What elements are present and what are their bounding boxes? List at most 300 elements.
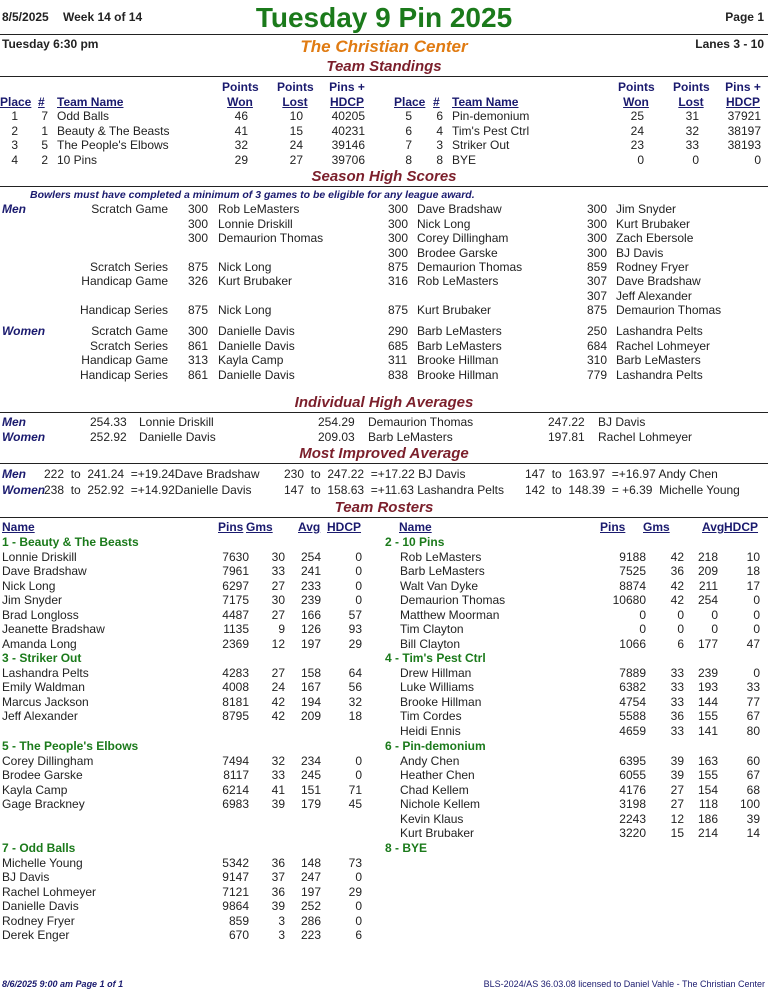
standing-points-lost: 15 — [289, 123, 303, 138]
high-score-bowler: Dave Bradshaw — [417, 202, 502, 216]
roster-player-name: Tim Cordes — [400, 709, 462, 723]
high-score-bowler: Danielle Davis — [218, 338, 295, 353]
roster-player-pins: 8117 — [223, 768, 249, 782]
high-score-bowler: Danielle Davis — [218, 324, 295, 338]
high-score-bowler: Barb LeMasters — [417, 324, 502, 338]
roster-player-pins: 4487 — [222, 607, 249, 622]
roster-player-games: 30 — [271, 549, 285, 564]
roster-player-games: 39 — [271, 797, 285, 811]
roster-player-handicap: 0 — [753, 622, 760, 636]
roster-player-handicap: 29 — [348, 636, 362, 651]
standing-points-lost: 33 — [685, 138, 699, 152]
roster-player-pins: 7494 — [222, 753, 249, 768]
col-team-name: Team Name — [57, 95, 124, 109]
col-points-lost-line1: Points — [277, 80, 314, 94]
roster-player-pins: 8181 — [222, 694, 249, 709]
high-score-value: 684 — [587, 338, 608, 353]
high-score-value: 300 — [388, 216, 409, 231]
standing-place: 4 — [11, 152, 18, 167]
roster-player-games: 3 — [278, 913, 285, 928]
standing-pins-hdcp: 0 — [754, 152, 761, 167]
roster-player-games: 30 — [271, 593, 285, 607]
high-score-category: Scratch Game — [91, 324, 168, 338]
roster-player-pins: 8874 — [619, 578, 646, 593]
roster-player-row — [0, 870, 768, 885]
roster-player-name: Demaurion Thomas — [400, 593, 506, 607]
high-score-value: 313 — [188, 353, 209, 367]
roster-team-name: 3 - Striker Out — [2, 651, 82, 665]
high-score-bowler: Rodney Fryer — [616, 259, 689, 274]
high-score-bowler: Kurt Brubaker — [616, 216, 691, 231]
roster-player-name: Lonnie Driskill — [2, 549, 77, 564]
col-points-won-line1: Points — [618, 80, 655, 94]
roster-player-pins: 9864 — [222, 899, 249, 913]
high-score-bowler: Demaurion Thomas — [417, 259, 523, 274]
standing-pins-hdcp: 37921 — [727, 109, 761, 123]
improved-divider — [0, 463, 768, 464]
high-score-value: 307 — [587, 288, 608, 303]
roster-player-handicap: 14 — [746, 826, 760, 840]
roster-player-handicap: 32 — [348, 694, 362, 709]
roster-player-pins: 6382 — [619, 680, 646, 694]
roster-player-handicap: 67 — [746, 768, 760, 782]
roster-player-handicap: 45 — [348, 797, 362, 811]
standing-pins-hdcp: 39146 — [331, 138, 365, 152]
roster-player-average: 144 — [697, 694, 718, 709]
standing-team-name: BYE — [452, 152, 477, 167]
lanes-label: Lanes 3 - 10 — [695, 37, 764, 51]
center-name: The Christian Center — [300, 37, 468, 56]
roster-player-average: 194 — [300, 694, 321, 709]
high-score-bowler: Zach Ebersole — [616, 231, 694, 245]
roster-player-pins: 8795 — [222, 709, 249, 723]
high-score-value: 685 — [388, 338, 409, 353]
standing-place: 5 — [405, 109, 412, 123]
roster-player-row — [0, 695, 768, 710]
high-score-bowler: Lonnie Driskill — [218, 216, 293, 231]
high-score-value: 311 — [388, 353, 408, 367]
roster-player-games: 42 — [271, 709, 285, 723]
roster-player-games: 27 — [670, 797, 684, 811]
col-pins-hdcp-line1: Pins + — [725, 80, 761, 94]
high-score-category: Handicap Series — [79, 303, 168, 317]
roster-player-pins: 9188 — [619, 549, 646, 564]
roster-player-name: Derek Enger — [2, 928, 70, 942]
roster-player-row — [0, 637, 768, 652]
roster-player-handicap: 60 — [746, 753, 760, 768]
standing-team-name: The People's Elbows — [57, 138, 169, 152]
roster-player-games: 27 — [271, 607, 285, 622]
roster-player-pins: 4754 — [619, 694, 646, 709]
roster-player-row — [0, 826, 768, 841]
high-score-bowler: Dave Bradshaw — [616, 274, 701, 288]
roster-player-average: 214 — [697, 826, 718, 840]
roster-team-name: 8 - BYE — [385, 841, 428, 855]
roster-player-name: Kayla Camp — [2, 782, 68, 797]
roster-player-average: 223 — [300, 928, 321, 942]
high-score-value: 300 — [188, 216, 209, 231]
roster-player-row — [0, 564, 768, 579]
high-score-value: 300 — [587, 231, 608, 245]
high-average-row — [0, 415, 768, 430]
improved-entry: 230 to 247.22 =+17.22 BJ Davis — [284, 467, 466, 481]
high-score-bowler: Rob LeMasters — [218, 202, 300, 216]
roster-player-pins: 3198 — [619, 797, 646, 811]
roster-col-average: Avg — [298, 520, 321, 534]
standing-place: 3 — [11, 138, 18, 152]
high-average-value: 209.03 — [318, 429, 355, 444]
roster-player-pins: 7525 — [619, 564, 646, 578]
high-score-value: 300 — [388, 245, 409, 260]
roster-player-games: 3 — [278, 928, 285, 942]
roster-player-games: 0 — [677, 622, 684, 636]
high-average-bowler: Danielle Davis — [139, 429, 216, 444]
roster-player-average: 148 — [300, 855, 321, 870]
standing-team-number: 1 — [41, 123, 48, 138]
roster-player-name: Barb LeMasters — [400, 564, 485, 578]
roster-player-name: Rachel Lohmeyer — [2, 884, 97, 899]
improved-group: Men — [2, 467, 26, 481]
col-team-number: # — [38, 95, 45, 109]
roster-player-pins: 6214 — [222, 782, 249, 797]
high-score-value: 859 — [587, 259, 608, 274]
high-score-row — [0, 368, 768, 383]
roster-player-average: 218 — [697, 549, 718, 564]
high-score-bowler: Kurt Brubaker — [417, 303, 492, 317]
roster-player-handicap: 33 — [746, 680, 760, 694]
roster-player-games: 33 — [670, 680, 684, 694]
roster-player-average: 158 — [300, 665, 321, 680]
high-average-bowler: Demaurion Thomas — [368, 415, 474, 429]
improved-entry: 222 to 241.24 =+19.24Dave Bradshaw — [44, 467, 260, 481]
roster-player-handicap: 18 — [746, 564, 760, 578]
roster-player-name: Matthew Moorman — [400, 607, 500, 622]
roster-player-handicap: 10 — [746, 549, 760, 564]
roster-player-name: Jim Snyder — [2, 593, 63, 607]
roster-player-average: 209 — [300, 709, 321, 723]
roster-player-games: 33 — [271, 564, 285, 578]
roster-team-name: 7 - Odd Balls — [2, 841, 76, 855]
high-score-bowler: Nick Long — [218, 303, 272, 317]
rosters-heading: Team Rosters — [334, 499, 434, 516]
high-score-bowler: Rachel Lohmeyer — [616, 338, 711, 353]
roster-col-handicap: HDCP — [327, 520, 362, 534]
rosters-divider — [0, 517, 768, 518]
roster-player-average: 234 — [300, 753, 321, 768]
col-team-name: Team Name — [452, 95, 519, 109]
improved-group: Women — [2, 483, 46, 497]
roster-player-row — [0, 608, 768, 623]
roster-player-name: Lashandra Pelts — [2, 665, 89, 680]
roster-player-games: 42 — [271, 694, 285, 709]
roster-player-name: Brad Longloss — [2, 607, 79, 622]
roster-player-name: Amanda Long — [2, 636, 77, 651]
roster-player-handicap: 0 — [753, 607, 760, 622]
high-score-bowler: Jim Snyder — [616, 202, 677, 216]
high-score-row — [0, 246, 768, 261]
roster-player-games: 24 — [271, 680, 285, 694]
high-score-category: Handicap Game — [81, 353, 168, 367]
high-score-value: 875 — [587, 303, 608, 317]
roster-player-pins: 2369 — [222, 636, 249, 651]
high-score-bowler: Jeff Alexander — [616, 288, 692, 303]
roster-player-handicap: 47 — [746, 636, 760, 651]
high-average-bowler: Lonnie Driskill — [139, 415, 214, 429]
roster-player-games: 27 — [271, 665, 285, 680]
high-score-bowler: Brooke Hillman — [417, 353, 499, 367]
roster-player-average: 118 — [698, 797, 718, 811]
high-average-value: 252.92 — [90, 429, 127, 444]
roster-player-average: 211 — [698, 578, 718, 593]
high-score-value: 300 — [587, 216, 608, 231]
standing-points-won: 41 — [234, 123, 248, 138]
roster-player-name: Andy Chen — [400, 753, 460, 768]
col-points-lost-line1: Points — [673, 80, 710, 94]
roster-player-pins: 5342 — [222, 855, 249, 870]
high-score-value: 300 — [188, 231, 209, 245]
high-score-value: 250 — [587, 324, 608, 338]
roster-player-handicap: 29 — [348, 884, 362, 899]
high-score-row — [0, 303, 768, 318]
high-score-value: 861 — [188, 367, 209, 382]
standing-team-number: 4 — [436, 123, 443, 138]
roster-player-name: Dave Bradshaw — [2, 564, 87, 578]
roster-player-handicap: 17 — [746, 578, 760, 593]
roster-col-name: Name — [399, 520, 432, 534]
high-score-row — [0, 289, 768, 304]
roster-player-row — [0, 928, 768, 943]
high-score-value: 838 — [388, 367, 409, 382]
roster-player-pins: 5588 — [619, 709, 646, 723]
roster-player-name: Marcus Jackson — [2, 694, 89, 709]
roster-player-row — [0, 899, 768, 914]
high-average-value: 254.33 — [90, 415, 127, 429]
roster-player-average: 167 — [300, 680, 321, 694]
roster-player-handicap: 0 — [355, 899, 362, 913]
roster-player-name: Kurt Brubaker — [400, 826, 475, 840]
high-score-bowler: Nick Long — [417, 216, 471, 231]
high-averages-divider — [0, 412, 768, 413]
header-divider — [0, 34, 768, 35]
high-score-row — [0, 324, 768, 339]
roster-player-average: 186 — [697, 811, 718, 826]
roster-player-average: 141 — [697, 723, 718, 738]
roster-player-games: 32 — [271, 753, 285, 768]
roster-player-pins: 670 — [228, 928, 249, 942]
standing-place: 1 — [11, 109, 18, 123]
standing-points-won: 29 — [234, 152, 248, 167]
roster-player-row — [0, 768, 768, 783]
roster-player-name: Jeanette Bradshaw — [2, 622, 105, 636]
high-score-bowler: Barb LeMasters — [417, 338, 502, 353]
roster-player-games: 36 — [271, 884, 285, 899]
roster-player-games: 36 — [271, 855, 285, 870]
improved-row — [0, 483, 768, 498]
roster-player-pins: 4659 — [619, 723, 646, 738]
roster-player-handicap: 0 — [355, 913, 362, 928]
roster-player-average: 245 — [300, 768, 321, 782]
roster-player-average: 239 — [300, 593, 321, 607]
roster-player-handicap: 77 — [746, 694, 760, 709]
standing-pins-hdcp: 38197 — [727, 123, 761, 138]
high-score-value: 290 — [388, 324, 409, 338]
roster-player-name: Walt Van Dyke — [400, 578, 479, 593]
high-score-value: 307 — [587, 274, 608, 288]
high-score-value: 861 — [188, 338, 209, 353]
roster-player-games: 36 — [670, 709, 684, 723]
roster-col-games: Gms — [246, 520, 273, 534]
roster-player-row — [0, 812, 768, 827]
col-points-lost-line2: Lost — [678, 95, 704, 109]
high-score-row — [0, 260, 768, 275]
roster-player-games: 27 — [670, 782, 684, 797]
high-score-group: Women — [2, 324, 46, 338]
roster-player-games: 27 — [271, 578, 285, 593]
roster-player-pins: 6297 — [222, 578, 249, 593]
roster-player-handicap: 93 — [348, 622, 362, 636]
standing-points-lost: 32 — [685, 123, 699, 138]
roster-player-row — [0, 709, 768, 724]
high-scores-divider — [0, 186, 768, 187]
standing-points-lost: 24 — [289, 138, 303, 152]
week-label: Week 14 of 14 — [63, 10, 143, 24]
standing-team-name: Beauty & The Beasts — [57, 123, 170, 138]
roster-player-pins: 0 — [639, 622, 646, 636]
roster-player-average: 179 — [300, 797, 321, 811]
high-score-bowler: Lashandra Pelts — [616, 324, 703, 338]
roster-player-average: 155 — [697, 768, 718, 782]
standing-team-number: 5 — [41, 138, 48, 152]
roster-player-games: 12 — [271, 636, 285, 651]
roster-player-pins: 4176 — [619, 782, 646, 797]
high-score-value: 300 — [587, 202, 608, 216]
roster-player-games: 41 — [271, 782, 285, 797]
roster-team-name: 4 - Tim's Pest Ctrl — [385, 651, 486, 665]
roster-player-handicap: 0 — [355, 753, 362, 768]
roster-player-handicap: 0 — [753, 665, 760, 680]
roster-player-handicap: 73 — [348, 855, 362, 870]
roster-player-average: 155 — [697, 709, 718, 723]
roster-col-pins: Pins — [600, 520, 626, 534]
standing-points-lost: 27 — [289, 152, 303, 167]
roster-player-name: Brodee Garske — [2, 768, 83, 782]
high-score-row — [0, 353, 768, 368]
roster-player-pins: 3220 — [619, 826, 646, 840]
roster-player-name: Emily Waldman — [2, 680, 85, 694]
roster-player-pins: 10680 — [612, 593, 646, 607]
roster-player-games: 42 — [670, 578, 684, 593]
standing-team-name: Tim's Pest Ctrl — [452, 123, 530, 138]
roster-player-handicap: 57 — [348, 607, 362, 622]
high-score-category: Handicap Series — [79, 367, 168, 382]
roster-player-row — [0, 914, 768, 929]
session-label: Tuesday 6:30 pm — [2, 37, 99, 51]
standing-team-number: 6 — [436, 109, 443, 123]
standing-team-name: Odd Balls — [57, 109, 110, 123]
roster-team-name: 5 - The People's Elbows — [2, 739, 139, 753]
roster-player-games: 42 — [670, 549, 684, 564]
high-score-value: 875 — [188, 259, 209, 274]
roster-player-name: Rodney Fryer — [2, 913, 75, 928]
col-team-number: # — [433, 95, 440, 109]
high-score-value: 300 — [188, 324, 209, 338]
standings-row — [0, 138, 768, 153]
page-label: Page 1 — [725, 10, 764, 24]
roster-player-average: 151 — [300, 782, 321, 797]
standing-pins-hdcp: 40205 — [331, 109, 365, 123]
high-score-bowler: Barb LeMasters — [616, 353, 701, 367]
high-score-value: 300 — [388, 231, 409, 245]
roster-team-name: 1 - Beauty & The Beasts — [2, 535, 139, 549]
report-date: 8/5/2025 — [2, 10, 49, 24]
roster-player-handicap: 0 — [355, 870, 362, 884]
standing-team-name: Pin-demonium — [452, 109, 530, 123]
improved-entry: 238 to 252.92 =+14.92Danielle Davis — [44, 483, 252, 497]
high-score-value: 875 — [188, 303, 209, 317]
high-score-value: 300 — [587, 245, 608, 260]
roster-player-row — [0, 724, 768, 739]
standing-team-name: Striker Out — [452, 138, 510, 152]
roster-player-games: 39 — [670, 753, 684, 768]
roster-col-average: Avg — [702, 520, 725, 534]
roster-player-average: 193 — [697, 680, 718, 694]
printed-stamp: 8/6/2025 9:00 am Page 1 of 1 — [2, 979, 124, 989]
roster-player-row — [0, 579, 768, 594]
roster-col-games: Gms — [643, 520, 670, 534]
roster-player-name: Rob LeMasters — [400, 549, 482, 564]
roster-player-pins: 4283 — [222, 665, 249, 680]
roster-player-games: 0 — [677, 607, 684, 622]
roster-player-handicap: 39 — [746, 811, 760, 826]
improved-entry: 142 to 148.39 = +6.39 Michelle Young — [525, 483, 740, 497]
high-average-value: 254.29 — [318, 415, 355, 429]
high-score-bowler: Nick Long — [218, 259, 272, 274]
high-score-bowler: Lashandra Pelts — [616, 367, 703, 382]
roster-player-average: 233 — [300, 578, 321, 593]
high-score-bowler: Demaurion Thomas — [218, 231, 324, 245]
roster-col-name: Name — [2, 520, 35, 534]
high-score-row — [0, 339, 768, 354]
roster-player-row — [0, 666, 768, 681]
roster-player-name: BJ Davis — [2, 870, 50, 884]
high-score-value: 875 — [388, 303, 409, 317]
roster-player-average: 252 — [300, 899, 321, 913]
roster-player-pins: 4008 — [222, 680, 249, 694]
roster-player-name: Michelle Young — [2, 855, 83, 870]
roster-player-pins: 859 — [228, 913, 249, 928]
roster-player-games: 12 — [670, 811, 684, 826]
standing-points-lost: 31 — [685, 109, 699, 123]
high-average-bowler: Barb LeMasters — [368, 429, 453, 444]
roster-player-name: Nichole Kellem — [400, 797, 481, 811]
roster-player-name: Nick Long — [2, 578, 56, 593]
roster-player-pins: 6055 — [619, 768, 646, 782]
high-score-group: Men — [2, 202, 26, 216]
roster-player-games: 15 — [670, 826, 684, 840]
roster-player-pins: 7961 — [222, 564, 249, 578]
high-score-row — [0, 274, 768, 289]
roster-player-name: Heather Chen — [400, 768, 475, 782]
high-score-bowler: Rob LeMasters — [417, 274, 499, 288]
league-title: Tuesday 9 Pin 2025 — [255, 2, 513, 33]
roster-team-name: 6 - Pin-demonium — [385, 739, 486, 753]
improved-entry: 147 to 158.63 =+11.63 Lashandra Pelts — [284, 483, 504, 497]
roster-player-average: 154 — [697, 782, 718, 797]
roster-player-pins: 0 — [639, 607, 646, 622]
high-score-bowler: Brooke Hillman — [417, 367, 499, 382]
roster-player-handicap: 0 — [355, 549, 362, 564]
roster-player-pins: 7630 — [222, 549, 249, 564]
